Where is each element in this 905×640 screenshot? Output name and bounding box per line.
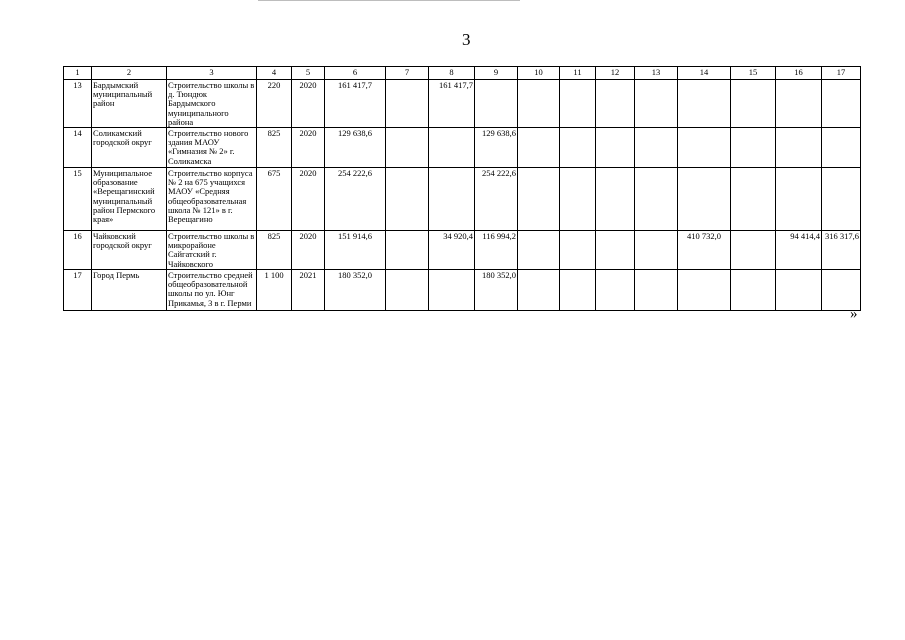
header-cell: 1 [64, 67, 92, 80]
header-cell: 15 [731, 67, 776, 80]
year-cell: 2021 [292, 270, 325, 311]
value-cell: 129 638,6 [475, 128, 518, 168]
header-cell: 3 [167, 67, 257, 80]
header-cell: 7 [386, 67, 429, 80]
value-cell: 180 352,0 [325, 270, 386, 311]
value-cell [731, 80, 776, 128]
row-number: 16 [64, 231, 92, 270]
value-cell [518, 168, 560, 231]
header-cell: 12 [596, 67, 635, 80]
value-cell [731, 231, 776, 270]
value-cell [635, 231, 678, 270]
row-number: 15 [64, 168, 92, 231]
value-cell [518, 270, 560, 311]
value-cell: 254 222,6 [475, 168, 518, 231]
capacity-cell: 675 [257, 168, 292, 231]
row-number: 14 [64, 128, 92, 168]
municipality-cell: Город Пермь [92, 270, 167, 311]
table-row [64, 128, 861, 168]
table-row [64, 231, 861, 270]
value-cell [429, 128, 475, 168]
value-cell [429, 168, 475, 231]
capacity-cell: 825 [257, 128, 292, 168]
year-cell: 2020 [292, 168, 325, 231]
value-cell [678, 270, 731, 311]
project-cell: Строительство корпуса № 2 на 675 учащихся МАОУ «Средняя общеобразовательная школа № 121» в г. Верещагино [167, 168, 257, 231]
value-cell [518, 231, 560, 270]
header-cell: 14 [678, 67, 731, 80]
value-cell [596, 270, 635, 311]
table-row [64, 168, 861, 231]
municipality-cell: Бардымский муниципальный район [92, 80, 167, 128]
value-cell [822, 128, 861, 168]
value-cell [731, 270, 776, 311]
municipality-cell: Муниципальное образование «Верещагинский муниципальный район Пермского края» [92, 168, 167, 231]
header-cell: 5 [292, 67, 325, 80]
value-cell: 151 914,6 [325, 231, 386, 270]
municipality-cell: Чайковский городской округ [92, 231, 167, 270]
header-cell: 16 [776, 67, 822, 80]
value-cell [635, 270, 678, 311]
value-cell [822, 80, 861, 128]
value-cell [635, 80, 678, 128]
value-cell [635, 168, 678, 231]
value-cell [678, 128, 731, 168]
value-cell: 116 994,2 [475, 231, 518, 270]
value-cell [560, 270, 596, 311]
value-cell [475, 80, 518, 128]
project-cell: Строительство школы в микрорайоне Сайгатский г. Чайковского [167, 231, 257, 270]
value-cell [386, 128, 429, 168]
year-cell: 2020 [292, 128, 325, 168]
value-cell: 410 732,0 [678, 231, 731, 270]
value-cell [678, 168, 731, 231]
value-cell [386, 231, 429, 270]
capacity-cell: 825 [257, 231, 292, 270]
value-cell [560, 168, 596, 231]
value-cell [560, 128, 596, 168]
top-rule [258, 0, 520, 1]
value-cell [596, 168, 635, 231]
value-cell [822, 270, 861, 311]
value-cell [776, 128, 822, 168]
value-cell [678, 80, 731, 128]
header-cell: 11 [560, 67, 596, 80]
value-cell [386, 80, 429, 128]
value-cell: 129 638,6 [325, 128, 386, 168]
project-cell: Строительство школы в д. Тюндюк Бардымского муниципального района [167, 80, 257, 128]
capacity-cell: 220 [257, 80, 292, 128]
value-cell: 316 317,6 [822, 231, 861, 270]
value-cell [596, 231, 635, 270]
table-row [64, 270, 861, 311]
header-cell: 8 [429, 67, 475, 80]
value-cell [429, 270, 475, 311]
header-cell: 13 [635, 67, 678, 80]
project-cell: Строительство средней общеобразовательной школы по ул. Юнг Прикамья, 3 в г. Перми [167, 270, 257, 311]
value-cell [560, 80, 596, 128]
value-cell [776, 168, 822, 231]
table-row [64, 80, 861, 128]
header-cell: 9 [475, 67, 518, 80]
value-cell [518, 80, 560, 128]
project-cell: Строительство нового здания МАОУ «Гимназия № 2» г. Соликамска [167, 128, 257, 168]
value-cell [822, 168, 861, 231]
row-number: 13 [64, 80, 92, 128]
value-cell: 161 417,7 [325, 80, 386, 128]
year-cell: 2020 [292, 231, 325, 270]
row-number: 17 [64, 270, 92, 311]
value-cell [635, 128, 678, 168]
header-row [64, 67, 861, 80]
value-cell [560, 231, 596, 270]
value-cell: 161 417,7 [429, 80, 475, 128]
value-cell [386, 270, 429, 311]
header-cell: 2 [92, 67, 167, 80]
value-cell: 254 222,6 [325, 168, 386, 231]
value-cell [596, 128, 635, 168]
data-table [63, 66, 861, 311]
value-cell: 34 920,4 [429, 231, 475, 270]
header-cell: 4 [257, 67, 292, 80]
value-cell: 180 352,0 [475, 270, 518, 311]
closing-quote: » [850, 306, 858, 322]
value-cell [731, 168, 776, 231]
page-number: 3 [462, 30, 471, 49]
value-cell [776, 80, 822, 128]
value-cell [776, 270, 822, 311]
capacity-cell: 1 100 [257, 270, 292, 311]
header-cell: 17 [822, 67, 861, 80]
year-cell: 2020 [292, 80, 325, 128]
value-cell [731, 128, 776, 168]
value-cell [386, 168, 429, 231]
municipality-cell: Соликамский городской округ [92, 128, 167, 168]
value-cell [596, 80, 635, 128]
value-cell: 94 414,4 [776, 231, 822, 270]
header-cell: 6 [325, 67, 386, 80]
value-cell [518, 128, 560, 168]
header-cell: 10 [518, 67, 560, 80]
